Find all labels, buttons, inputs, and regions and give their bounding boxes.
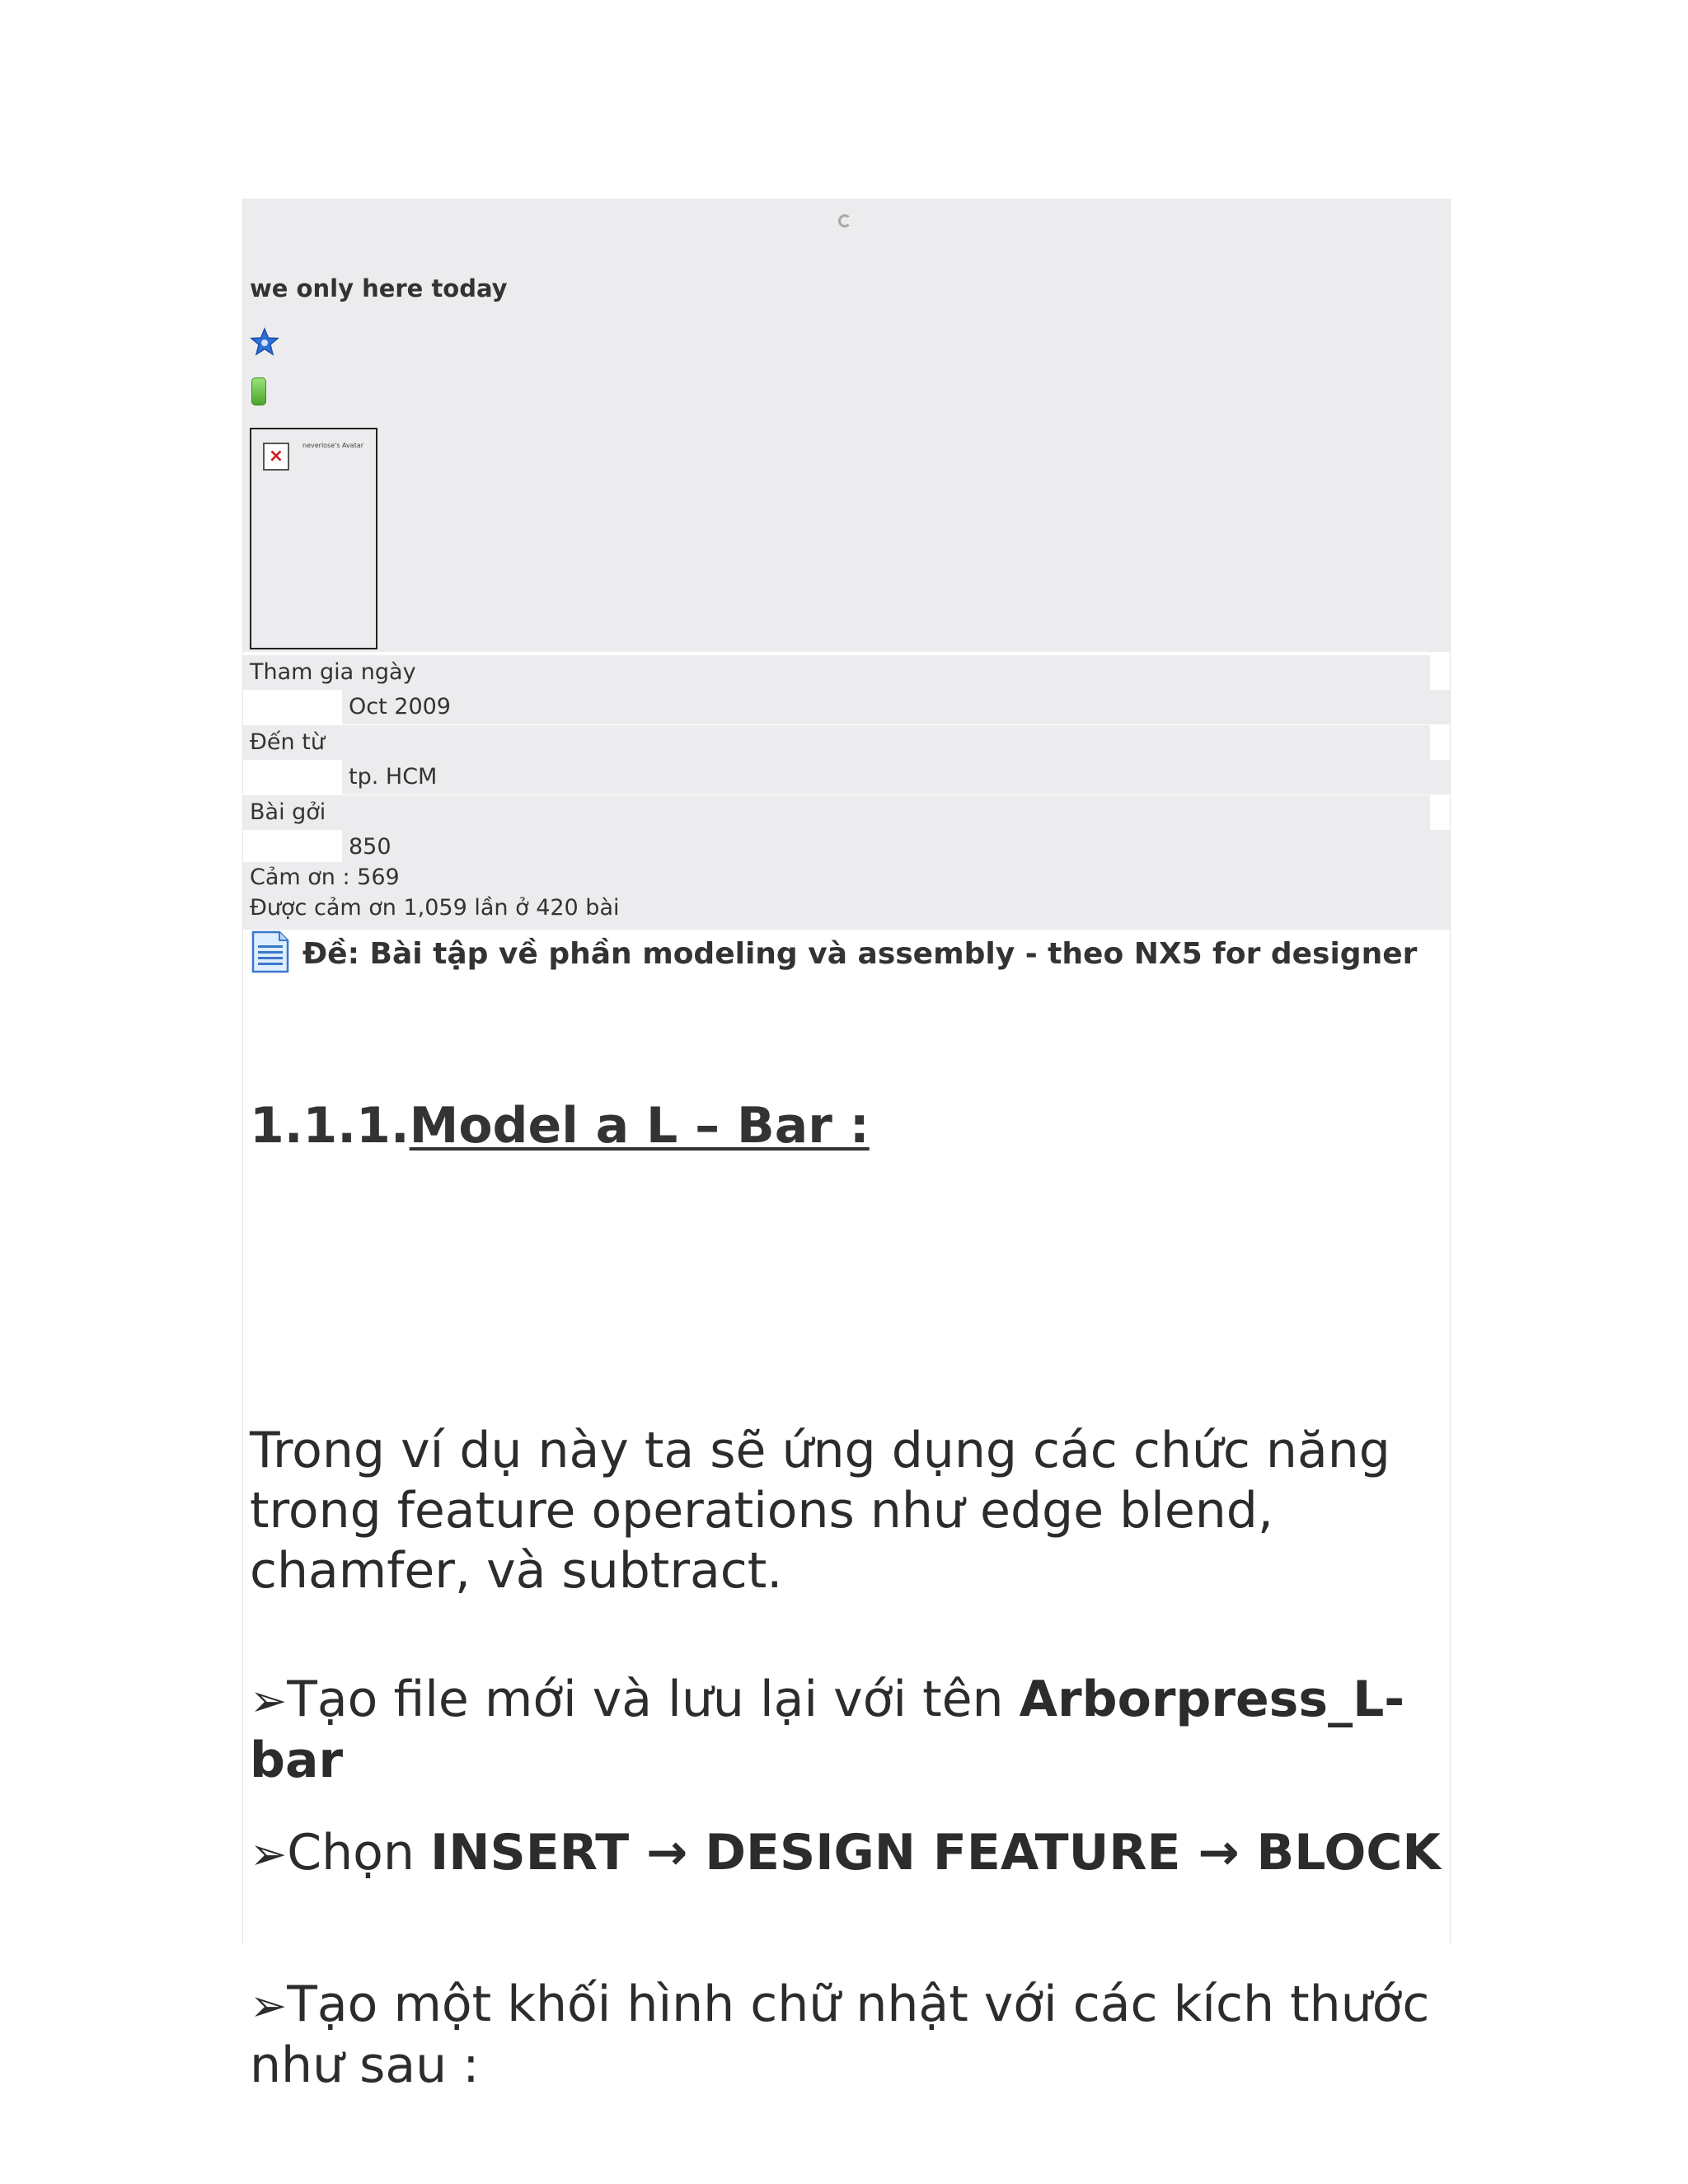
intro-paragraph: Trong ví dụ này ta sẽ ứng dụng các chức năng trong feature operations như edge blend, chamfer, và subtract.	[250, 1422, 1390, 1600]
step-1	[250, 1670, 1445, 1791]
step-1-text: Tạo file mới và lưu lại với tên	[287, 1671, 1020, 1728]
arrow-bullet-icon: ➢	[250, 1980, 288, 2032]
step-3-text: Tạo một khối hình chữ nhật với các kích thước như sau :	[250, 1975, 1430, 2094]
loading-spinner-icon	[838, 214, 851, 227]
join-date-value: Oct 2009	[342, 690, 1450, 724]
step-2-text: Chọn	[287, 1824, 430, 1882]
location-label: Đến từ	[243, 725, 1430, 760]
user-info-panel	[243, 199, 1450, 652]
arrow-bullet-icon: ➢	[250, 1828, 288, 1880]
step-1-filename: Arborpress_L-bar	[250, 1671, 1405, 1789]
star-icon	[250, 327, 279, 357]
forum-post	[242, 199, 1451, 2094]
thanks-given: Cảm ơn : 569	[250, 865, 400, 890]
document-icon	[251, 930, 289, 973]
step-2-menu-path: INSERT → DESIGN FEATURE → BLOCK	[429, 1824, 1441, 1882]
avatar[interactable]	[250, 428, 377, 649]
broken-image-icon: ×	[263, 443, 289, 471]
section-heading	[250, 1097, 870, 1155]
post-count-label: Bài gởi	[243, 795, 1430, 830]
username[interactable]: we only here today	[250, 274, 508, 302]
location-value: tp. HCM	[342, 760, 1450, 794]
thanks-stats	[243, 862, 1450, 930]
heading-number: 1.1.1.	[250, 1097, 410, 1155]
post-count-value: 850	[342, 830, 1450, 865]
thanks-received: Được cảm ơn 1,059 lần ở 420 bài	[250, 895, 620, 921]
post-title: Đề: Bài tập về phần modeling và assembly - theo NX5 for designer	[302, 937, 1418, 971]
online-status-icon	[251, 377, 266, 405]
heading-text: Model a L – Bar :	[409, 1097, 870, 1155]
avatar-alt-text: neverlose's Avatar	[302, 442, 364, 449]
step-2	[250, 1823, 1445, 1884]
step-3	[250, 1975, 1445, 2096]
arrow-bullet-icon: ➢	[250, 1675, 288, 1727]
join-date-label: Tham gia ngày	[243, 655, 1430, 690]
